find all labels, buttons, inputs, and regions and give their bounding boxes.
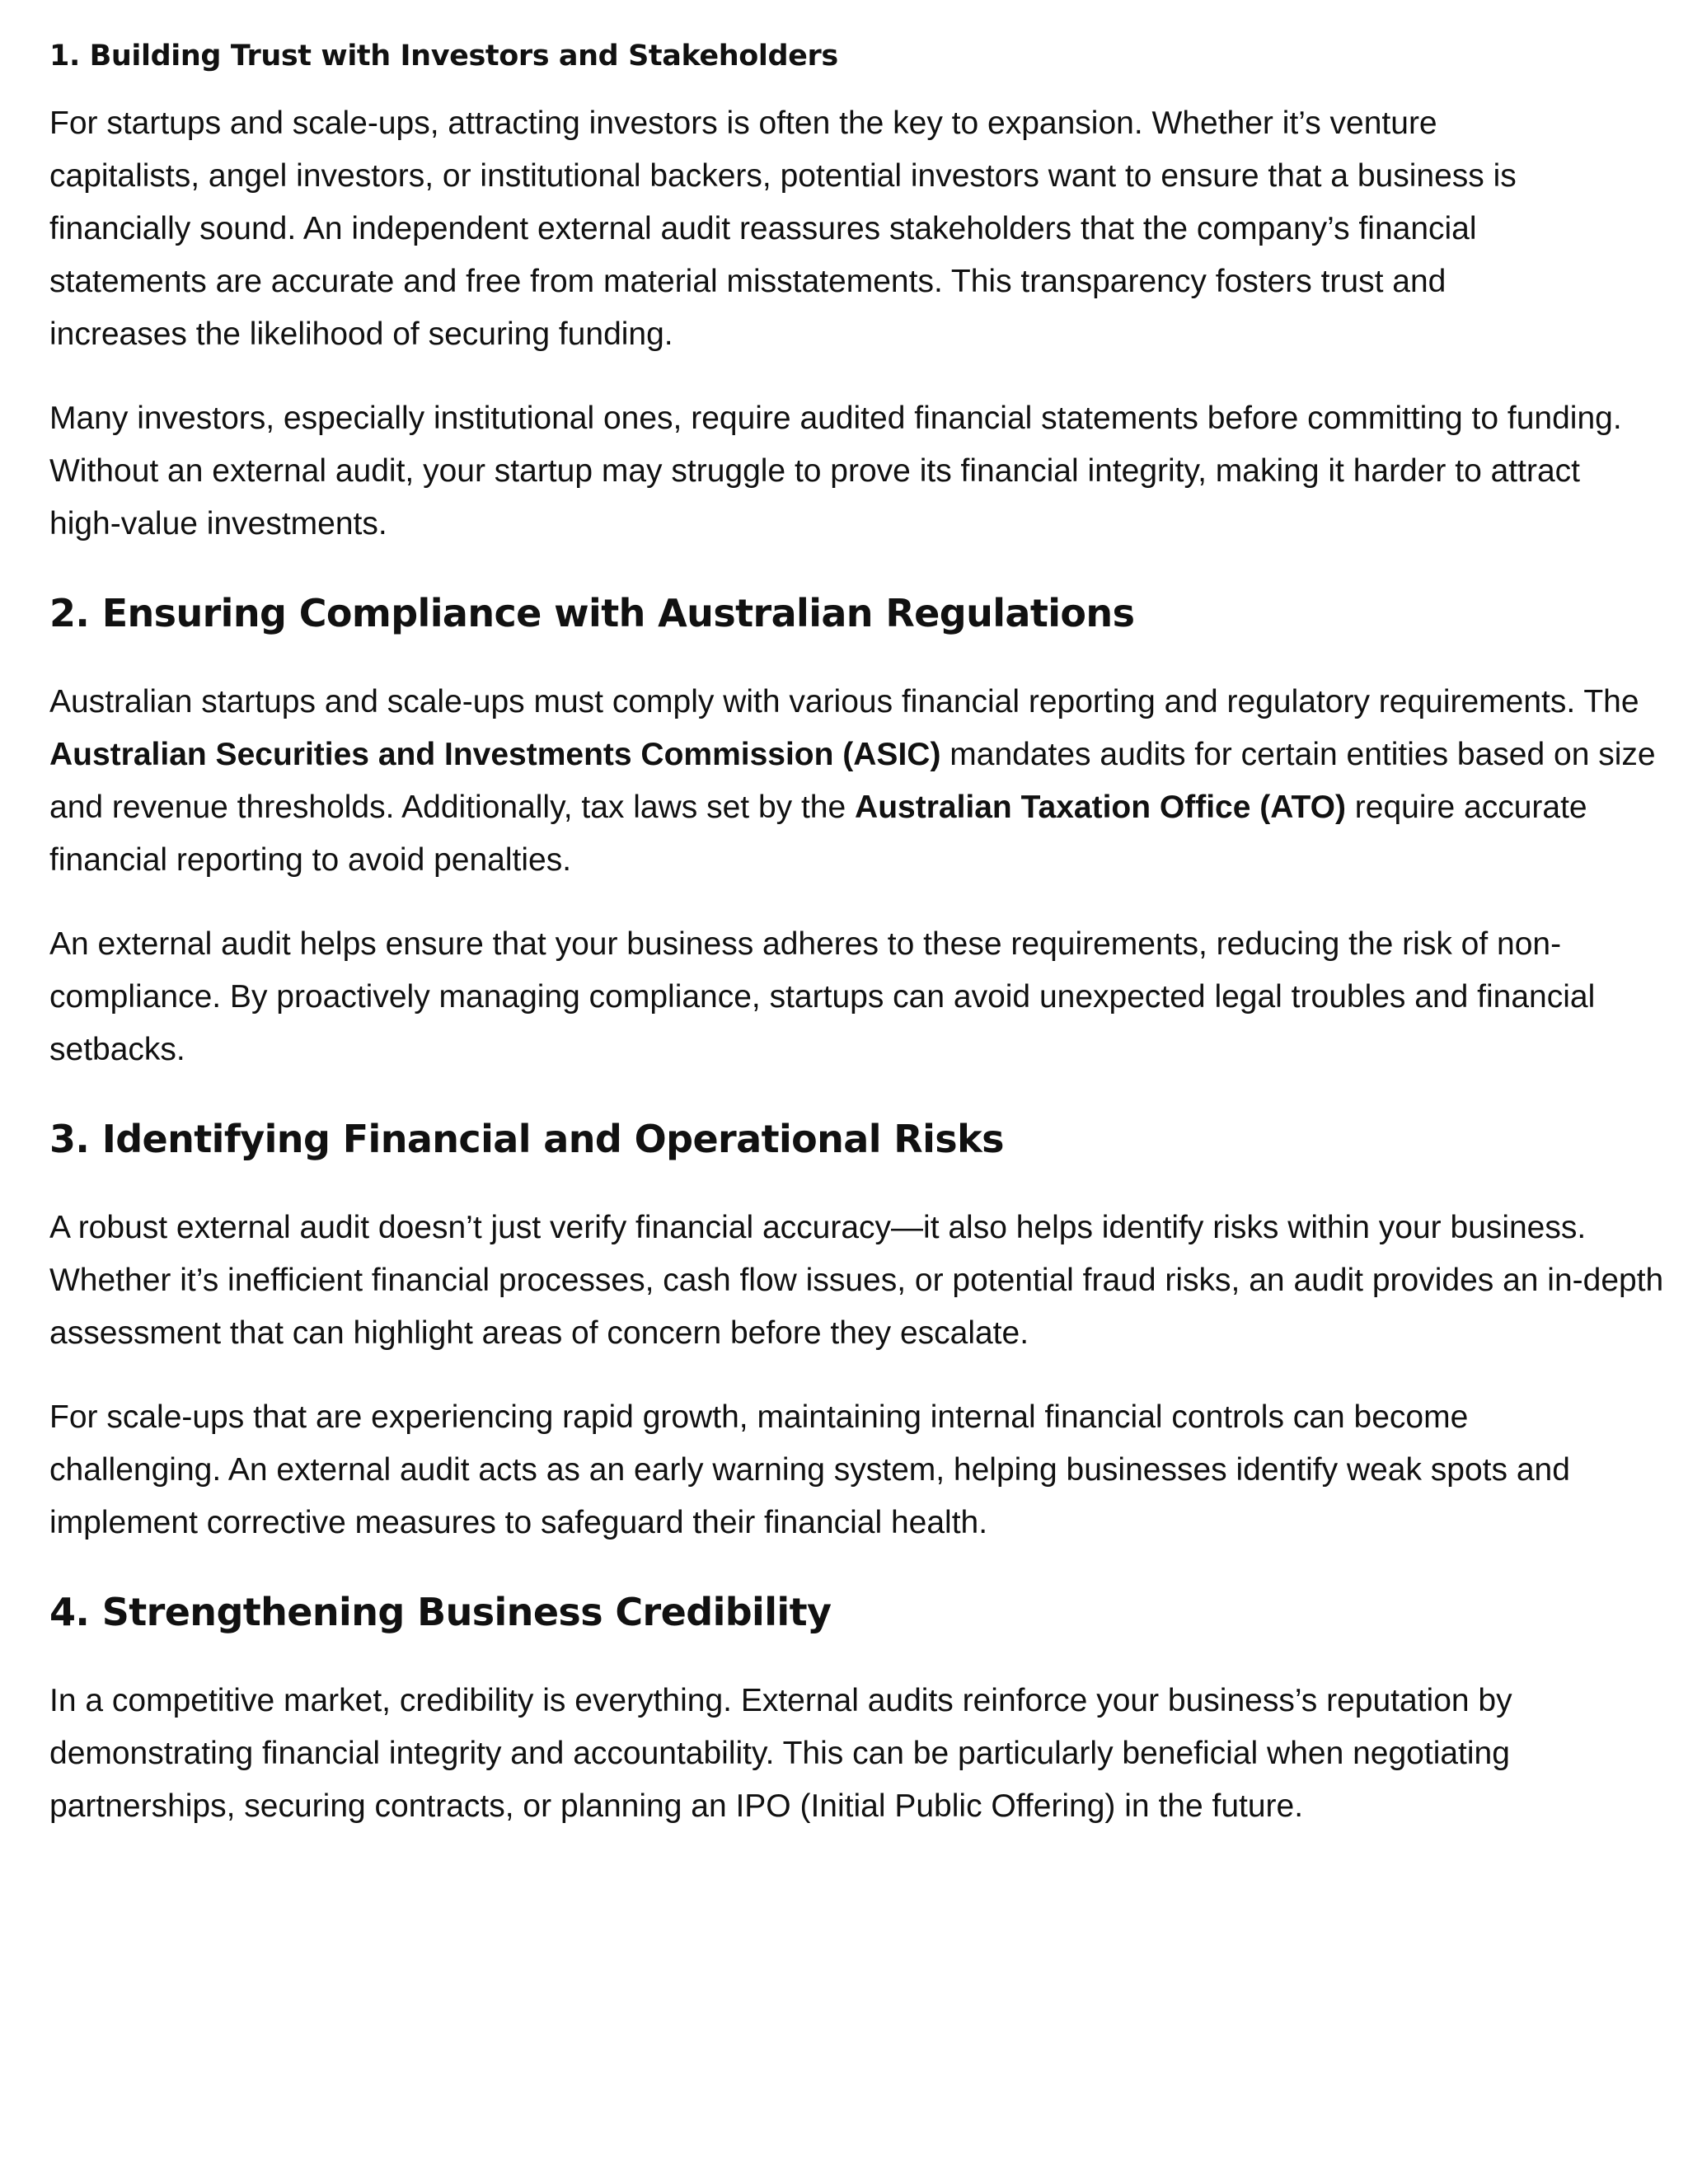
article-body — [49, 0, 1665, 1833]
section-heading-risks: 3. Identifying Financial and Operational Risks — [49, 1117, 1004, 1161]
paragraph: An external audit helps ensure that your business adheres to these requirements, reducing the risk of non-compliance. By proactively managing compliance, startups can avoid unexpected legal troubles and financial setbacks. — [49, 926, 1596, 1067]
paragraph: In a competitive market, credibility is everything. External audits reinforce your business’s reputation by demonstrating financial integrity and accountability. This can be particularly beneficial when negotiating partnerships, securing contracts, or planning an IPO (Initial Public Offering) in the future. — [49, 1683, 1512, 1824]
text-run: require accurate financial reporting to avoid penalties. — [49, 790, 1587, 878]
paragraph: For startups and scale-ups, attracting investors is often the key to expansion. Whether it’s venture capitalists, angel investors, or institutional backers, potential investors want to ensure that a business is financially sound. An independent external audit reassures stakeholders that the company’s financial statements are accurate and free from material misstatements. This transparency fosters trust and increases the likelihood of securing funding. — [49, 105, 1517, 352]
paragraph — [49, 676, 1665, 887]
asic-name: Australian Securities and Investments Commission (ASIC) — [49, 737, 941, 772]
section-heading-credibility: 4. Strengthening Business Credibility — [49, 1590, 832, 1634]
text-run: Australian startups and scale-ups must comply with various financial reporting and regulatory requirements. The — [49, 684, 1639, 719]
paragraph: For scale-ups that are experiencing rapid growth, maintaining internal financial controls can become challenging. An external audit acts as an early warning system, helping businesses identify weak spots and implement corrective measures to safeguard their financial health. — [49, 1399, 1570, 1540]
ato-name: Australian Taxation Office (ATO) — [855, 790, 1346, 825]
paragraph: A robust external audit doesn’t just verify financial accuracy—it also helps identify risks within your business. Whether it’s inefficient financial processes, cash flow issues, or potential fraud risks, an audit provides an in-depth assessment that can highlight areas of concern before they escalate. — [49, 1210, 1664, 1351]
section-heading-compliance: 2. Ensuring Compliance with Australian Regulations — [49, 591, 1135, 635]
paragraph: Many investors, especially institutional ones, require audited financial statements before committing to funding. Without an external audit, your startup may struggle to prove its financial integrity, making it harder to attract high-value investments. — [49, 401, 1622, 541]
text-run: mandates audits for certain entities based on size and revenue thresholds. Additionally, tax laws set by the — [49, 737, 1656, 825]
section-heading-trust: 1. Building Trust with Investors and Stakeholders — [49, 40, 838, 73]
